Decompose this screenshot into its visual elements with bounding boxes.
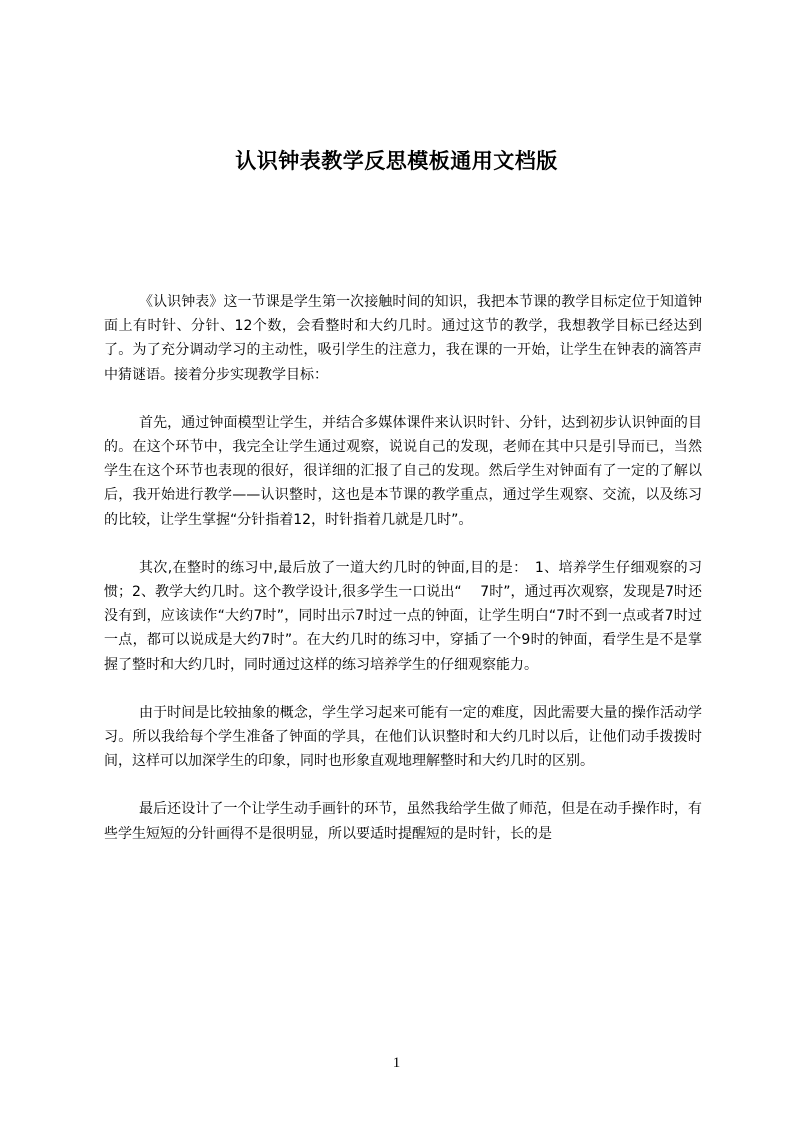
paragraph-second-step: 其次,在整时的练习中,最后放了一道大约几时的钟面,目的是： 1、培养学生仔细观察的习惯；2、教学大约几时。这个教学设计,很多学生一口说出“ 7时”，通过再次观察，发现是7时还没有到，应该读作“大约7时”，同时出示7时过一点的钟面，让学生明白“7时不到一点或者7时过一点，都可以说成是大约7时”。在大约几时的练习中，穿插了一个9时的钟面，看学生是不是掌握了整时和大约几时，同时通过这样的练习培养学生的仔细观察能力。 [104, 559, 702, 673]
page-number: 1 [392, 1055, 401, 1071]
paragraph-final-step: 最后还设计了一个让学生动手画针的环节，虽然我给学生做了师范，但是在动手操作时，有些学生短短的分针画得不是很明显，所以要适时提醒短的是时针，长的是 [104, 801, 702, 842]
paragraph-hands-on: 由于时间是比较抽象的概念，学生学习起来可能有一定的难度，因此需要大量的操作活动学习。所以我给每个学生准备了钟面的学具，在他们认识整时和大约几时以后，让他们动手拨拨时间，这样可以加深学生的印象，同时也形象直观地理解整时和大约几时的区别。 [104, 704, 702, 770]
document-body [104, 290, 702, 870]
paragraph-first-step: 首先，通过钟面模型让学生，并结合多媒体课件来认识时针、分针，达到初步认识钟面的目的。在这个环节中，我完全让学生通过观察，说说自己的发现，老师在其中只是引导而已，当然学生在这个环节也表现的很好，很详细的汇报了自己的发现。然后学生对钟面有了一定的了解以后，我开始进行教学——认识整时，这也是本节课的教学重点，通过学生观察、交流，以及练习的比较，让学生掌握“分针指着12，时针指着几就是几时”。 [104, 414, 702, 528]
paragraph-intro: 《认识钟表》这一节课是学生第一次接触时间的知识，我把本节课的教学目标定位于知道钟面上有时针、分针、12个数，会看整时和大约几时。通过这节的教学，我想教学目标已经达到了。为了充分调动学习的主动性，吸引学生的注意力，我在课的一开始，让学生在钟表的滴答声中猜谜语。接着分步实现教学目标： [104, 294, 702, 383]
document-title: 认识钟表教学反思模板通用文档版 [235, 149, 558, 173]
